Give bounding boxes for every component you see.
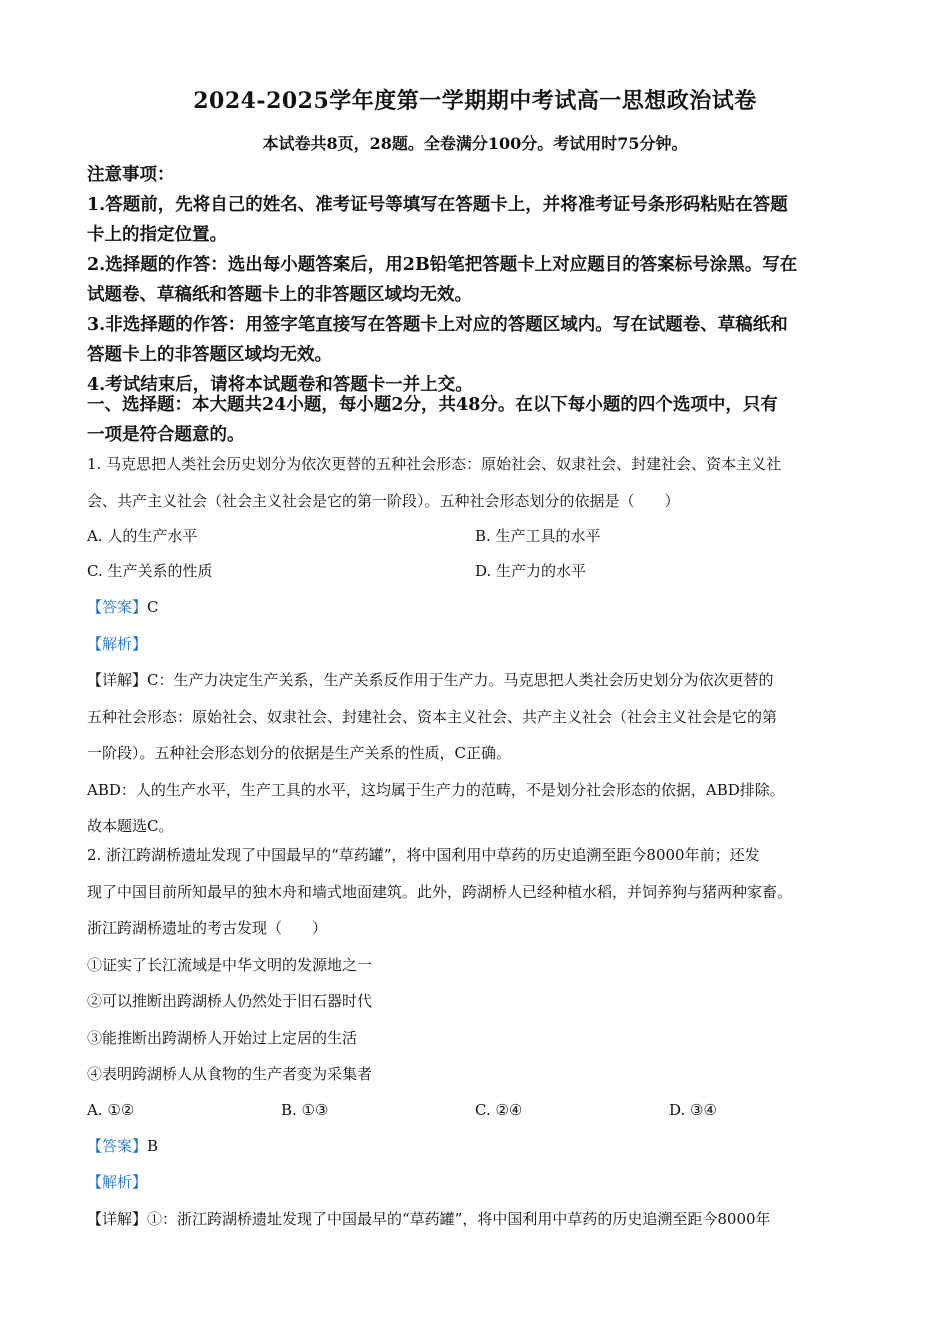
options-row: [87, 1093, 872, 1128]
detail-text: ①：浙江跨湖桥遗址发现了中国最早的“草药罐”，将中国利用中草药的历史追溯至距今8000年: [147, 1209, 771, 1228]
notes-heading: 注意事项：: [87, 165, 175, 185]
notes-line: 2.选择题的作答：选出每小题答案后，用2B铅笔把答题卡上对应题目的答案标号涂黑。写在: [87, 255, 798, 275]
statement-1: ①证实了长江流域是中华文明的发源地之一: [87, 955, 373, 974]
question-stem: 浙江跨湖桥遗址的考古发现（ ）: [87, 919, 328, 937]
statement-3: ③能推断出跨湖桥人开始过上定居的生活: [87, 1028, 358, 1047]
question-stem: 现了中国目前所知最早的独木舟和墙式地面建筑。此外，跨湖桥人已经种植水稻，并饲养狗与猪两种家畜。: [87, 882, 793, 901]
detail-line: 故本题选C。: [87, 817, 174, 835]
notes-section: [87, 160, 867, 400]
question-stem: 2. 浙江跨湖桥遗址发现了中国最早的“草药罐”，将中国利用中草药的历史追溯至距今8000年前；还发: [87, 846, 760, 864]
detail-line: [87, 662, 872, 699]
option-b: B. 生产工具的水平: [475, 527, 601, 545]
option-a: A. 人的生产水平: [87, 527, 198, 545]
statement-2: ②可以推断出跨湖桥人仍然处于旧石器时代: [87, 992, 373, 1010]
analysis-line: [87, 626, 872, 663]
option-d: D. ③④: [669, 1100, 717, 1119]
option-a: A. ①②: [87, 1100, 135, 1119]
section-line: 一、选择题：本大题共24小题，每小题2分，共48分。在以下每小题的四个选项中，只有: [87, 395, 778, 415]
page-title: 2024-2025学年度第一学期期中考试高一思想政治试卷: [193, 88, 757, 114]
notes-line: 答题卡上的非答题区域均无效。: [87, 345, 332, 365]
option-c: C. 生产关系的性质: [87, 562, 213, 580]
answer-line: [87, 589, 872, 626]
option-b: B. ①③: [281, 1100, 329, 1119]
detail-line: 一阶段）。五种社会形态划分的依据是生产关系的性质，C正确。: [87, 744, 511, 762]
notes-line: 4.考试结束后，请将本试题卷和答题卡一并上交。: [87, 375, 473, 395]
analysis-line: [87, 1164, 872, 1201]
options-row: [87, 519, 872, 554]
detail-label: 【详解】: [87, 671, 148, 689]
notes-line: 试题卷、草稿纸和答题卡上的非答题区域均无效。: [87, 285, 472, 305]
detail-line: [87, 1201, 872, 1238]
exam-info: 本试卷共8页，28题。全卷满分100分。考试用时75分钟。: [262, 134, 688, 153]
detail-line: ABD：人的生产水平，生产工具的水平，这均属于生产力的范畴，不是划分社会形态的依据，ABD排除。: [87, 780, 785, 799]
question-stem: 1. 马克思把人类社会历史划分为依次更替的五种社会形态：原始社会、奴隶社会、封建社会、资本主义社: [87, 455, 782, 473]
answer-label: 【答案】: [87, 598, 148, 616]
question-stem: 会、共产主义社会（社会主义社会是它的第一阶段）。五种社会形态划分的依据是（ ）: [87, 491, 680, 510]
detail-text: C：生产力决定生产关系，生产关系反作用于生产力。马克思把人类社会历史划分为依次更替的: [147, 671, 774, 689]
analysis-label: 【解析】: [87, 1173, 148, 1191]
options-row: [87, 554, 872, 589]
detail-line: 五种社会形态：原始社会、奴隶社会、封建社会、资本主义社会、共产主义社会（社会主义社会是它的第: [87, 707, 778, 726]
section-heading: [87, 390, 867, 450]
answer-value: B: [147, 1136, 159, 1155]
notes-line: 1.答题前，先将自己的姓名、准考证号等填写在答题卡上，并将准考证号条形码粘贴在答题: [87, 195, 788, 215]
analysis-label: 【解析】: [87, 634, 148, 653]
detail-label: 【详解】: [87, 1209, 148, 1228]
answer-line: [87, 1128, 872, 1165]
section-line: 一项是符合题意的。: [87, 425, 245, 445]
answer-value: C: [147, 598, 159, 616]
statement-4: ④表明跨湖桥人从食物的生产者变为采集者: [87, 1065, 373, 1083]
answer-label: 【答案】: [87, 1136, 148, 1155]
option-c: C. ②④: [475, 1100, 523, 1119]
notes-line: 卡上的指定位置。: [87, 225, 227, 245]
question-2: [87, 837, 872, 1237]
option-d: D. 生产力的水平: [475, 562, 587, 580]
question-1: [87, 446, 872, 845]
notes-line: 3.非选择题的作答：用签字笔直接写在答题卡上对应的答题区域内。写在试题卷、草稿纸和: [87, 315, 788, 335]
